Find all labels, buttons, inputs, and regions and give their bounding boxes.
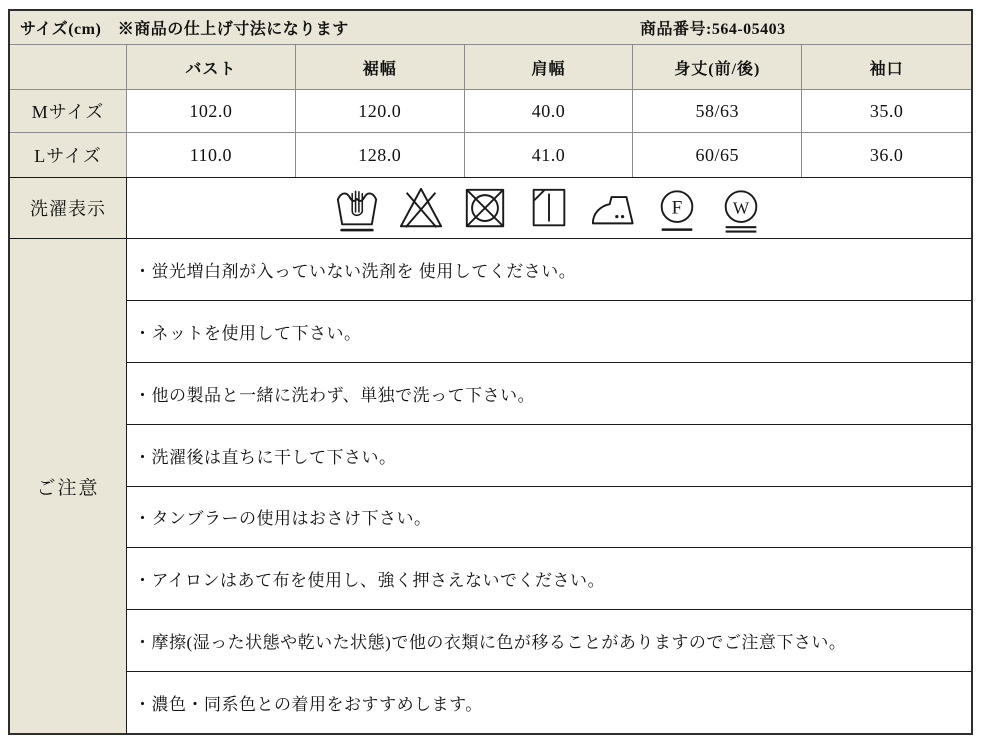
table-row-l-size	[10, 133, 971, 177]
value-cell: 40.0	[465, 90, 634, 132]
cautions-section	[10, 239, 971, 733]
value-cell: 128.0	[296, 133, 465, 177]
caution-item	[127, 424, 971, 486]
caution-text: ・アイロンはあて布を使用し、強く押さえないでください。	[134, 571, 605, 591]
col-header-hem-width: 裾幅	[296, 45, 465, 89]
col-header-cuff: 袖口	[802, 45, 971, 89]
value-cell: 35.0	[802, 90, 971, 132]
col-header-body-length: 身丈(前/後)	[633, 45, 802, 89]
corner-cell	[10, 45, 127, 89]
value-cell: 36.0	[802, 133, 971, 177]
dry-clean-f-icon	[654, 184, 700, 234]
caution-item	[127, 486, 971, 548]
caution-text: ・蛍光増白剤が入っていない洗剤を 使用してください。	[134, 261, 577, 281]
value-cell: 41.0	[465, 133, 634, 177]
care-icons	[127, 178, 971, 238]
caution-text: ・タンブラーの使用はおさけ下さい。	[134, 509, 432, 529]
caution-item	[127, 362, 971, 424]
cautions-list	[127, 239, 971, 733]
size-spec-sheet	[8, 9, 973, 735]
care-symbols-row	[10, 177, 971, 239]
caution-item	[127, 547, 971, 609]
caution-item	[127, 239, 971, 300]
col-header-shoulder-width: 肩幅	[465, 45, 634, 89]
svg-text:W: W	[732, 198, 750, 218]
caution-text: ・洗濯後は直ちに干して下さい。	[134, 447, 397, 467]
caution-item	[127, 300, 971, 362]
page-title: サイズ(cm) ※商品の仕上げ寸法になります	[20, 21, 349, 38]
table-row-m-size	[10, 90, 971, 133]
caution-text: ・ネットを使用して下さい。	[134, 323, 362, 343]
value-cell: 120.0	[296, 90, 465, 132]
cautions-label: ご注意	[10, 239, 127, 733]
product-number: 商品番号:564-05403	[640, 21, 786, 38]
title-bar	[10, 11, 971, 45]
col-header-bust: バスト	[127, 45, 296, 89]
care-symbols-label: 洗濯表示	[10, 178, 127, 238]
caution-item	[127, 671, 971, 733]
wet-clean-w-icon	[718, 184, 764, 234]
hand-wash-icon	[334, 184, 380, 234]
caution-text: ・濃色・同系色との着用をおすすめします。	[134, 695, 483, 715]
caution-text: ・他の製品と一緒に洗わず、単独で洗って下さい。	[134, 385, 536, 405]
row-label-l-size: Lサイズ	[10, 133, 127, 177]
do-not-bleach-icon	[398, 184, 444, 234]
do-not-tumble-dry-icon	[462, 184, 508, 234]
value-cell: 102.0	[127, 90, 296, 132]
line-dry-in-shade-icon	[526, 184, 572, 234]
caution-item	[127, 609, 971, 671]
value-cell: 58/63	[633, 90, 802, 132]
svg-text:F: F	[671, 197, 683, 219]
iron-medium-icon	[590, 184, 636, 234]
caution-text: ・摩擦(湿った状態や乾いた状態)で他の衣類に色が移ることがありますのでご注意下さい。	[134, 633, 847, 653]
row-label-m-size: Mサイズ	[10, 90, 127, 132]
size-table-header-row	[10, 45, 971, 90]
value-cell: 110.0	[127, 133, 296, 177]
value-cell: 60/65	[633, 133, 802, 177]
